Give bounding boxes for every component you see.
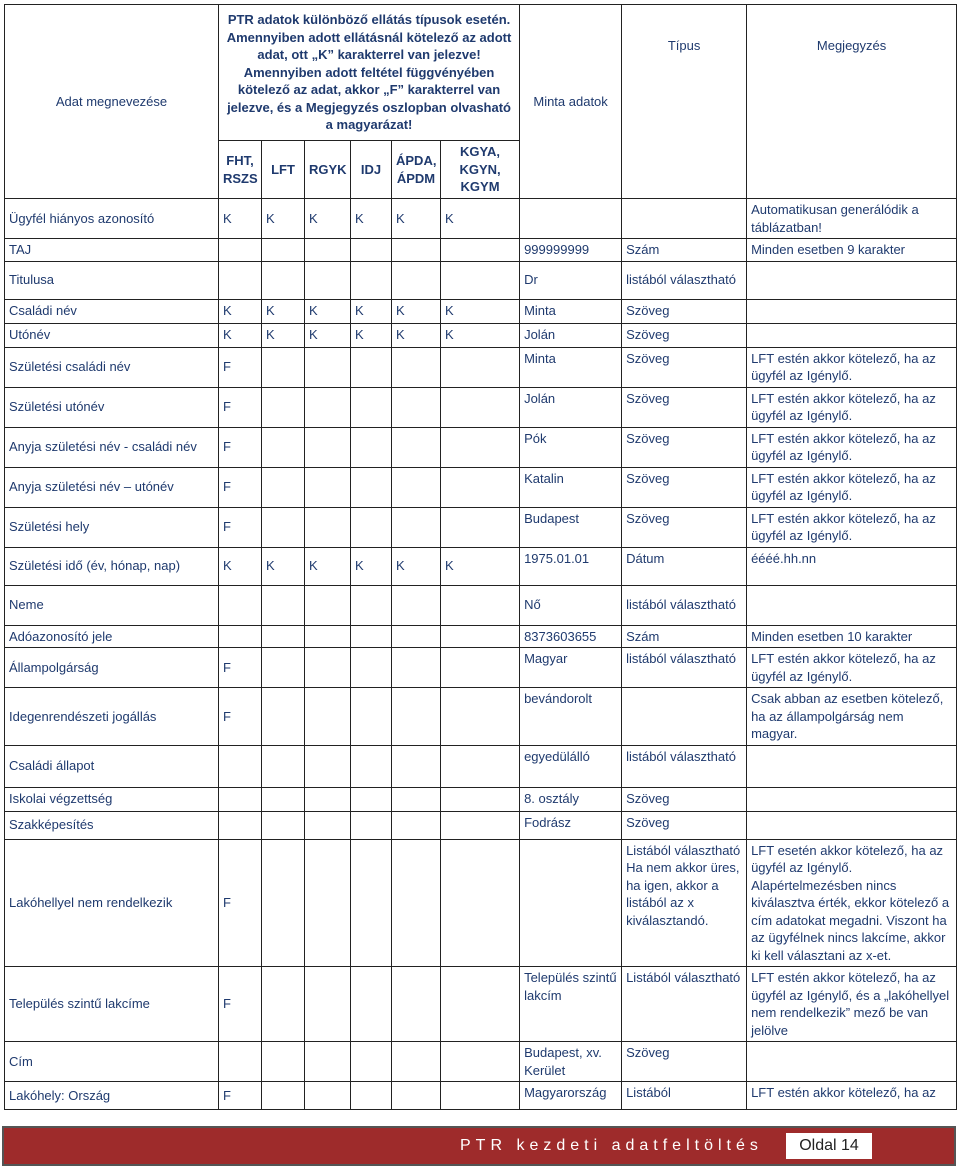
header-megjegyzes: Megjegyzés bbox=[747, 5, 957, 199]
row-mark-cell bbox=[262, 648, 305, 688]
row-data-name: Cím bbox=[5, 1042, 219, 1082]
row-mark-cell bbox=[441, 427, 520, 467]
row-mark-cell bbox=[441, 967, 520, 1042]
row-minta-cell: 1975.01.01 bbox=[520, 547, 622, 585]
table-row bbox=[5, 239, 957, 262]
row-mark-cell: K bbox=[392, 323, 441, 347]
row-mark-cell bbox=[305, 625, 351, 648]
row-mark-cell bbox=[305, 387, 351, 427]
table-row bbox=[5, 199, 957, 239]
row-tipus-cell: Szöveg bbox=[622, 347, 747, 387]
row-data-name: Születési hely bbox=[5, 507, 219, 547]
row-megj-cell bbox=[747, 299, 957, 323]
row-data-name: Családi név bbox=[5, 299, 219, 323]
row-minta-cell: Budapest bbox=[520, 507, 622, 547]
row-mark-cell: K bbox=[219, 323, 262, 347]
header-minta-adatok: Minta adatok bbox=[520, 5, 622, 199]
row-minta-cell: Magyar bbox=[520, 648, 622, 688]
row-tipus-cell: Szöveg bbox=[622, 787, 747, 811]
row-mark-cell bbox=[392, 585, 441, 625]
row-mark-cell bbox=[262, 239, 305, 262]
row-tipus-cell: Listából választható bbox=[622, 967, 747, 1042]
table-row bbox=[5, 688, 957, 746]
row-mark-cell bbox=[392, 239, 441, 262]
row-data-name: Családi állapot bbox=[5, 745, 219, 787]
row-mark-cell bbox=[441, 787, 520, 811]
row-megj-cell: éééé.hh.nn bbox=[747, 547, 957, 585]
row-data-name: Neme bbox=[5, 585, 219, 625]
row-megj-cell: LFT esetén akkor kötelező, ha az ügyfél az Igénylő. Alapértelmezésben nincs kiválasztva érték, ekkor kötelező a cím adatokat megadni. Viszont ha az ügyfélnek nincs lakcíme, akkor ki kell választani az x-et. bbox=[747, 839, 957, 967]
row-mark-cell bbox=[262, 839, 305, 967]
row-mark-cell bbox=[441, 467, 520, 507]
row-mark-cell bbox=[305, 427, 351, 467]
row-mark-cell bbox=[351, 261, 392, 299]
row-mark-cell bbox=[262, 625, 305, 648]
row-mark-cell bbox=[262, 787, 305, 811]
row-tipus-cell: Szám bbox=[622, 625, 747, 648]
row-megj-cell: LFT estén akkor kötelező, ha az ügyfél az Igénylő. bbox=[747, 427, 957, 467]
row-tipus-cell: Szöveg bbox=[622, 467, 747, 507]
header-col-apda-apdm: ÁPDA, ÁPDM bbox=[392, 141, 441, 199]
table-row bbox=[5, 387, 957, 427]
row-mark-cell: K bbox=[392, 547, 441, 585]
row-mark-cell: F bbox=[219, 507, 262, 547]
row-mark-cell: F bbox=[219, 648, 262, 688]
row-mark-cell bbox=[305, 239, 351, 262]
row-mark-cell: K bbox=[351, 547, 392, 585]
row-mark-cell bbox=[392, 1082, 441, 1110]
row-mark-cell: K bbox=[441, 547, 520, 585]
row-data-name: Lakóhely: Ország bbox=[5, 1082, 219, 1110]
row-mark-cell: F bbox=[219, 427, 262, 467]
row-mark-cell bbox=[392, 648, 441, 688]
row-minta-cell: Magyarország bbox=[520, 1082, 622, 1110]
row-minta-cell bbox=[520, 839, 622, 967]
row-mark-cell bbox=[262, 1082, 305, 1110]
row-megj-cell: LFT estén akkor kötelező, ha az ügyfél az Igénylő. bbox=[747, 347, 957, 387]
row-mark-cell bbox=[351, 967, 392, 1042]
row-megj-cell bbox=[747, 1042, 957, 1082]
row-mark-cell: K bbox=[392, 299, 441, 323]
row-megj-cell bbox=[747, 261, 957, 299]
table-row bbox=[5, 1042, 957, 1082]
row-mark-cell bbox=[305, 507, 351, 547]
footer-title: PTR kezdeti adatfeltöltés bbox=[460, 1137, 763, 1154]
table-row bbox=[5, 261, 957, 299]
row-mark-cell bbox=[351, 387, 392, 427]
row-minta-cell: 8. osztály bbox=[520, 787, 622, 811]
row-mark-cell bbox=[392, 507, 441, 547]
row-mark-cell: K bbox=[262, 199, 305, 239]
row-mark-cell: K bbox=[219, 547, 262, 585]
row-tipus-cell: Szám bbox=[622, 239, 747, 262]
row-mark-cell bbox=[305, 1082, 351, 1110]
row-tipus-cell: Szöveg bbox=[622, 507, 747, 547]
row-data-name: Iskolai végzettség bbox=[5, 787, 219, 811]
row-minta-cell: Nő bbox=[520, 585, 622, 625]
header-tipus: Típus bbox=[622, 5, 747, 199]
table-row bbox=[5, 811, 957, 839]
row-mark-cell bbox=[219, 625, 262, 648]
row-tipus-cell: Listából bbox=[622, 1082, 747, 1110]
row-mark-cell: K bbox=[351, 299, 392, 323]
row-mark-cell bbox=[219, 811, 262, 839]
row-megj-cell: Csak abban az esetben kötelező, ha az állampolgárság nem magyar. bbox=[747, 688, 957, 746]
row-mark-cell bbox=[351, 1082, 392, 1110]
row-mark-cell bbox=[392, 811, 441, 839]
table-row bbox=[5, 648, 957, 688]
row-megj-cell bbox=[747, 745, 957, 787]
row-mark-cell bbox=[351, 625, 392, 648]
row-mark-cell bbox=[392, 839, 441, 967]
row-mark-cell bbox=[441, 347, 520, 387]
row-mark-cell bbox=[441, 625, 520, 648]
row-mark-cell bbox=[441, 239, 520, 262]
row-mark-cell bbox=[262, 688, 305, 746]
row-mark-cell: K bbox=[305, 547, 351, 585]
row-data-name: Születési családi név bbox=[5, 347, 219, 387]
row-mark-cell: K bbox=[351, 199, 392, 239]
page-footer bbox=[2, 1126, 956, 1166]
row-mark-cell: F bbox=[219, 387, 262, 427]
row-mark-cell bbox=[351, 688, 392, 746]
row-mark-cell bbox=[441, 811, 520, 839]
row-megj-cell bbox=[747, 811, 957, 839]
row-mark-cell bbox=[305, 811, 351, 839]
row-mark-cell bbox=[441, 1042, 520, 1082]
row-mark-cell bbox=[262, 427, 305, 467]
row-mark-cell: K bbox=[262, 547, 305, 585]
row-mark-cell bbox=[305, 839, 351, 967]
row-tipus-cell bbox=[622, 688, 747, 746]
row-megj-cell: Automatikusan generálódik a táblázatban! bbox=[747, 199, 957, 239]
row-mark-cell bbox=[441, 261, 520, 299]
row-mark-cell bbox=[262, 1042, 305, 1082]
row-mark-cell bbox=[305, 745, 351, 787]
row-mark-cell bbox=[219, 261, 262, 299]
row-mark-cell: K bbox=[305, 299, 351, 323]
header-col-kgya-kgyn-kgym: KGYA, KGYN, KGYM bbox=[441, 141, 520, 199]
row-mark-cell bbox=[392, 967, 441, 1042]
row-data-name: Anyja születési név - családi név bbox=[5, 427, 219, 467]
row-tipus-cell: listából választható bbox=[622, 745, 747, 787]
header-adat-megnevezese: Adat megnevezése bbox=[5, 5, 219, 199]
row-minta-cell: 999999999 bbox=[520, 239, 622, 262]
row-mark-cell bbox=[351, 787, 392, 811]
row-minta-cell: Jolán bbox=[520, 323, 622, 347]
row-tipus-cell: Szöveg bbox=[622, 1042, 747, 1082]
row-mark-cell bbox=[219, 585, 262, 625]
row-minta-cell: Jolán bbox=[520, 387, 622, 427]
row-mark-cell: K bbox=[262, 299, 305, 323]
row-minta-cell: 8373603655 bbox=[520, 625, 622, 648]
row-tipus-cell: listából választható bbox=[622, 261, 747, 299]
row-mark-cell: K bbox=[219, 299, 262, 323]
row-mark-cell bbox=[441, 839, 520, 967]
row-tipus-cell: listából választható bbox=[622, 648, 747, 688]
row-mark-cell bbox=[305, 585, 351, 625]
table-row bbox=[5, 839, 957, 967]
row-data-name: Település szintű lakcíme bbox=[5, 967, 219, 1042]
row-mark-cell bbox=[392, 387, 441, 427]
row-mark-cell bbox=[441, 507, 520, 547]
row-minta-cell: Minta bbox=[520, 299, 622, 323]
row-mark-cell bbox=[305, 261, 351, 299]
row-mark-cell bbox=[351, 839, 392, 967]
row-mark-cell: F bbox=[219, 347, 262, 387]
table-row bbox=[5, 1082, 957, 1110]
row-minta-cell: Fodrász bbox=[520, 811, 622, 839]
row-mark-cell bbox=[392, 625, 441, 648]
row-mark-cell bbox=[262, 347, 305, 387]
row-data-name: Állampolgárság bbox=[5, 648, 219, 688]
row-data-name: Születési idő (év, hónap, nap) bbox=[5, 547, 219, 585]
row-megj-cell bbox=[747, 585, 957, 625]
row-mark-cell bbox=[392, 261, 441, 299]
row-tipus-cell: Listából választható Ha nem akkor üres, ha igen, akkor a listából az x kiválasztandó. bbox=[622, 839, 747, 967]
row-mark-cell bbox=[351, 811, 392, 839]
row-mark-cell bbox=[441, 585, 520, 625]
row-tipus-cell: Szöveg bbox=[622, 427, 747, 467]
row-mark-cell bbox=[305, 967, 351, 1042]
ptr-data-table-page bbox=[4, 4, 956, 1102]
row-data-name: Utónév bbox=[5, 323, 219, 347]
row-mark-cell bbox=[305, 688, 351, 746]
row-mark-cell bbox=[441, 1082, 520, 1110]
row-data-name: Anyja születési név – utónév bbox=[5, 467, 219, 507]
row-tipus-cell: Szöveg bbox=[622, 387, 747, 427]
row-minta-cell: egyedülálló bbox=[520, 745, 622, 787]
header-col-rgyk: RGYK bbox=[305, 141, 351, 199]
row-mark-cell bbox=[392, 427, 441, 467]
row-mark-cell bbox=[392, 1042, 441, 1082]
table-row bbox=[5, 967, 957, 1042]
row-megj-cell: Minden esetben 9 karakter bbox=[747, 239, 957, 262]
row-mark-cell bbox=[219, 745, 262, 787]
table-row bbox=[5, 625, 957, 648]
row-data-name: Szakképesítés bbox=[5, 811, 219, 839]
row-mark-cell bbox=[351, 239, 392, 262]
row-tipus-cell: listából választható bbox=[622, 585, 747, 625]
row-data-name: Lakóhellyel nem rendelkezik bbox=[5, 839, 219, 967]
row-mark-cell bbox=[392, 467, 441, 507]
row-data-name: Titulusa bbox=[5, 261, 219, 299]
row-minta-cell: Budapest, xv. Kerület bbox=[520, 1042, 622, 1082]
table-row bbox=[5, 745, 957, 787]
header-col-fht-rszs: FHT, RSZS bbox=[219, 141, 262, 199]
row-mark-cell bbox=[219, 239, 262, 262]
row-mark-cell: F bbox=[219, 467, 262, 507]
table-row bbox=[5, 467, 957, 507]
row-megj-cell: LFT estén akkor kötelező, ha az ügyfél az Igénylő. bbox=[747, 387, 957, 427]
row-mark-cell bbox=[351, 427, 392, 467]
row-tipus-cell: Dátum bbox=[622, 547, 747, 585]
row-megj-cell: LFT estén akkor kötelező, ha az ügyfél az Igénylő. bbox=[747, 467, 957, 507]
row-mark-cell bbox=[441, 648, 520, 688]
row-megj-cell: LFT estén akkor kötelező, ha az ügyfél az Igénylő, és a „lakóhellyel nem rendelkezik” mező be van jelölve bbox=[747, 967, 957, 1042]
row-mark-cell bbox=[262, 967, 305, 1042]
row-data-name: Idegenrendészeti jogállás bbox=[5, 688, 219, 746]
header-col-lft: LFT bbox=[262, 141, 305, 199]
row-minta-cell: Katalin bbox=[520, 467, 622, 507]
row-mark-cell bbox=[441, 688, 520, 746]
row-data-name: Születési utónév bbox=[5, 387, 219, 427]
header-col-idj: IDJ bbox=[351, 141, 392, 199]
row-megj-cell bbox=[747, 787, 957, 811]
row-mark-cell bbox=[351, 1042, 392, 1082]
row-minta-cell bbox=[520, 199, 622, 239]
row-mark-cell bbox=[351, 347, 392, 387]
row-mark-cell bbox=[262, 811, 305, 839]
row-tipus-cell: Szöveg bbox=[622, 299, 747, 323]
header-ptr-intro: PTR adatok különböző ellátás típusok esetén. Amennyiben adott ellátásnál kötelező az adott adat, ott „K” karakterrel van jelezve! Amennyiben adott feltétel függvényében kötelező az adat, akkor „F” karakterrel van jelezve, és a Megjegyzés oszlopban olvasható a magyarázat! bbox=[219, 5, 520, 141]
row-mark-cell: F bbox=[219, 839, 262, 967]
row-megj-cell: LFT estén akkor kötelező, ha az ügyfél az Igénylő. bbox=[747, 648, 957, 688]
row-mark-cell bbox=[351, 467, 392, 507]
table-row bbox=[5, 507, 957, 547]
row-tipus-cell: Szöveg bbox=[622, 323, 747, 347]
footer-page-number: Oldal 14 bbox=[786, 1133, 872, 1159]
row-mark-cell: K bbox=[441, 299, 520, 323]
ptr-data-table bbox=[4, 4, 957, 1110]
row-minta-cell: Dr bbox=[520, 261, 622, 299]
row-mark-cell bbox=[351, 585, 392, 625]
row-minta-cell: bevándorolt bbox=[520, 688, 622, 746]
row-mark-cell: K bbox=[441, 323, 520, 347]
row-mark-cell: K bbox=[219, 199, 262, 239]
row-mark-cell: K bbox=[392, 199, 441, 239]
table-row bbox=[5, 547, 957, 585]
row-minta-cell: Település szintű lakcím bbox=[520, 967, 622, 1042]
row-megj-cell bbox=[747, 323, 957, 347]
row-mark-cell bbox=[262, 261, 305, 299]
row-mark-cell bbox=[351, 745, 392, 787]
row-mark-cell bbox=[219, 1042, 262, 1082]
row-mark-cell bbox=[305, 787, 351, 811]
row-mark-cell: K bbox=[305, 323, 351, 347]
row-mark-cell bbox=[262, 507, 305, 547]
row-megj-cell: LFT estén akkor kötelező, ha az ügyfél az Igénylő. bbox=[747, 507, 957, 547]
row-mark-cell bbox=[392, 745, 441, 787]
row-mark-cell: K bbox=[441, 199, 520, 239]
row-mark-cell: K bbox=[305, 199, 351, 239]
row-mark-cell bbox=[219, 787, 262, 811]
row-mark-cell bbox=[262, 467, 305, 507]
row-mark-cell bbox=[262, 387, 305, 427]
table-row bbox=[5, 347, 957, 387]
row-mark-cell bbox=[305, 1042, 351, 1082]
row-megj-cell: LFT estén akkor kötelező, ha az bbox=[747, 1082, 957, 1110]
row-tipus-cell bbox=[622, 199, 747, 239]
table-row bbox=[5, 323, 957, 347]
row-mark-cell bbox=[351, 648, 392, 688]
row-mark-cell bbox=[351, 507, 392, 547]
row-mark-cell: F bbox=[219, 967, 262, 1042]
row-mark-cell bbox=[441, 387, 520, 427]
row-mark-cell bbox=[305, 347, 351, 387]
row-mark-cell: K bbox=[351, 323, 392, 347]
row-mark-cell: F bbox=[219, 688, 262, 746]
row-mark-cell bbox=[392, 787, 441, 811]
table-row bbox=[5, 299, 957, 323]
row-megj-cell: Minden esetben 10 karakter bbox=[747, 625, 957, 648]
row-mark-cell bbox=[441, 745, 520, 787]
row-mark-cell: F bbox=[219, 1082, 262, 1110]
row-data-name: TAJ bbox=[5, 239, 219, 262]
row-mark-cell bbox=[392, 688, 441, 746]
table-row bbox=[5, 427, 957, 467]
table-row bbox=[5, 787, 957, 811]
row-data-name: Ügyfél hiányos azonosító bbox=[5, 199, 219, 239]
row-mark-cell bbox=[262, 585, 305, 625]
row-data-name: Adóazonosító jele bbox=[5, 625, 219, 648]
row-minta-cell: Pók bbox=[520, 427, 622, 467]
row-mark-cell: K bbox=[262, 323, 305, 347]
row-mark-cell bbox=[262, 745, 305, 787]
row-tipus-cell: Szöveg bbox=[622, 811, 747, 839]
table-row bbox=[5, 585, 957, 625]
row-mark-cell bbox=[392, 347, 441, 387]
row-mark-cell bbox=[305, 467, 351, 507]
row-minta-cell: Minta bbox=[520, 347, 622, 387]
row-mark-cell bbox=[305, 648, 351, 688]
